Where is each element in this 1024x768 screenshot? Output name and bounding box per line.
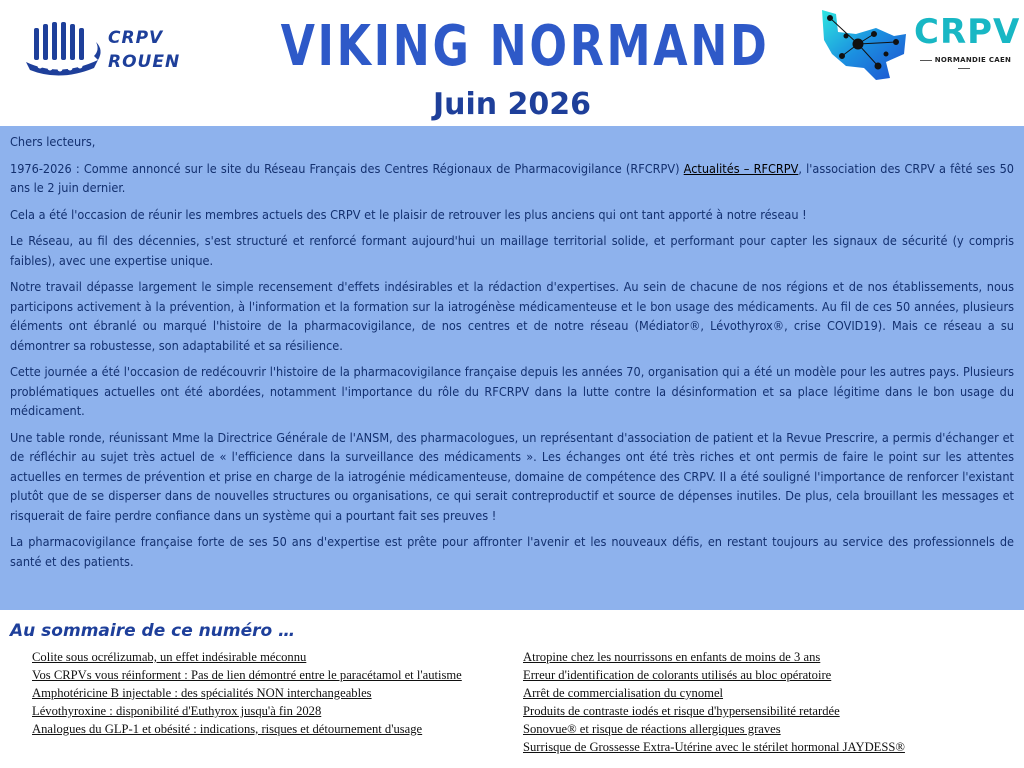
toc-left-column [32,648,502,738]
toc-link[interactable]: Sonovue® et risque de réactions allergiques graves [523,722,781,736]
editorial-paragraph-3: Le Réseau, au fil des décennies, s'est structuré et renforcé formant aujourd'hui un maillage territorial solide, et performant pour capter les signaux de sécurité (y compris faibles), avec une expertise unique. [10,233,1014,268]
toc-link[interactable]: Atropine chez les nourrissons en enfants de moins de 3 ans [523,650,821,664]
page-header [0,0,1024,126]
editorial-paragraph-4: Notre travail dépasse largement le simple recensement d'effets indésirables et la rédaction d'expertises. Au sein de chacune de nos régions et de nos établissements, nous participons activement à la prévention, à l'information et la formation sur la iatrogénèse médicamenteuse et le bon usage des médicaments. Au fil de ces 50 années, plusieurs éléments ont ébranlé ou marqué l'histoire de la pharmacovigilance, de nos centres et de notre réseau (Médiator®, Lévothyrox®, crise COVID19). Mais ce réseau a su démontrer sa robustesse, son adaptabilité et sa résilience. [10,279,1014,353]
toc-link[interactable]: Surrisque de Grossesse Extra-Utérine avec le stérilet hormonal JAYDESS® [523,740,905,754]
p1-text-start: 1976-2026 : Comme annoncé sur le site du Réseau Français des Centres Régionaux de Pharmacovigilance (RFCRPV) [10,160,684,176]
greeting: Chers lecteurs, [10,134,96,149]
viking-ship-icon [20,20,104,80]
toc-link[interactable]: Produits de contraste iodés et risque d'hypersensibilité retardée [523,704,840,718]
toc-link[interactable]: Lévothyroxine : disponibilité d'Euthyrox jusqu'à fin 2028 [32,704,322,718]
editorial-paragraph-6: Une table ronde, réunissant Mme la Directrice Générale de l'ANSM, des pharmacologues, un représentant d'association de patient et la Revue Prescrire, a permis d'échanger et de réfléchir au sujet très actuel de « l'efficience dans la surveillance des médicaments ». Les échanges ont été très riches et ont permis de faire le point sur les attentes actuelles en termes de prévention et prise en charge de la iatrogénie médicamenteuse, domaine de compétence des CRPV. Il a été souligné l'importance de renforcer l'existant plutôt que de se disperser dans de nouvelles structures ou organisations, ce qui serait contreproductif et source de dépenses inutiles. De plus, cela brouillant les messages et risquerait de faire perdre confiance dans un système qui a pourtant fait ses preuves ! [10,429,1014,523]
rouen-text: ROUEN [108,52,181,72]
editorial-paragraph-7: La pharmacovigilance française forte de ses 50 ans d'expertise est prête pour affronter l'avenir et les nouveaux défis, en restant toujours au service des professionnels de santé et des patients. [10,534,1014,569]
toc-link[interactable]: Vos CRPVs vous réinforment : Pas de lien démontré entre le paracétamol et l'autisme [32,668,462,682]
p1-text-end: , l'association des CRPV a fêté ses 50 ans le 2 juin dernier. [10,160,1015,195]
toc-link[interactable]: Erreur d'identification de colorants utilisés au bloc opératoire [523,668,832,682]
toc-right-column [523,648,1013,756]
editorial-paragraph-5: Cette journée a été l'occasion de redécouvrir l'histoire de la pharmacovigilance française depuis les années 70, organisation qui a été un modèle pour les autres pays. Plusieurs problématiques actuelles ont été abordées, notamment l'importance du rôle du RFCRPV dans la lutte contre la désinformation et sa place légitime dans le bon usage du médicament. [10,364,1014,418]
toc-link[interactable]: Amphotéricine B injectable : des spécialités NON interchangeables [32,686,372,700]
crpv-caen-logo [816,6,1021,84]
toc-link[interactable]: Analogues du GLP-1 et obésité : indications, risques et détournement d'usage [32,722,423,736]
editorial-section [0,126,1024,610]
toc-heading: Au sommaire de ce numéro … [10,621,296,641]
crpv-rouen-logo [20,20,181,82]
crpv-caen-wordmark: CRPV [914,12,1021,52]
toc-link[interactable]: Colite sous ocrélizumab, un effet indésirable méconnu [32,650,307,664]
normandie-caen-label: NORMANDIE CAEN [914,56,1014,72]
toc-link[interactable]: Arrêt de commercialisation du cynomel [523,686,724,700]
editorial-paragraph-2: Cela a été l'occasion de réunir les membres actuels des CRPV et le plaisir de retrouver les plus anciens qui ont tant apporté à notre réseau ! [10,206,807,222]
newsletter-title: VIKING NORMAND [280,14,770,79]
actualites-rfcrpv-link[interactable]: Actualités – RFCRPV [683,160,799,176]
editorial-paragraph-1 [10,159,1014,198]
issue-date: Juin 2026 [432,87,592,122]
crpv-rouen-wordmark [108,26,180,74]
normandie-network-map-icon [816,6,912,84]
crpv-text: CRPV [108,28,164,48]
